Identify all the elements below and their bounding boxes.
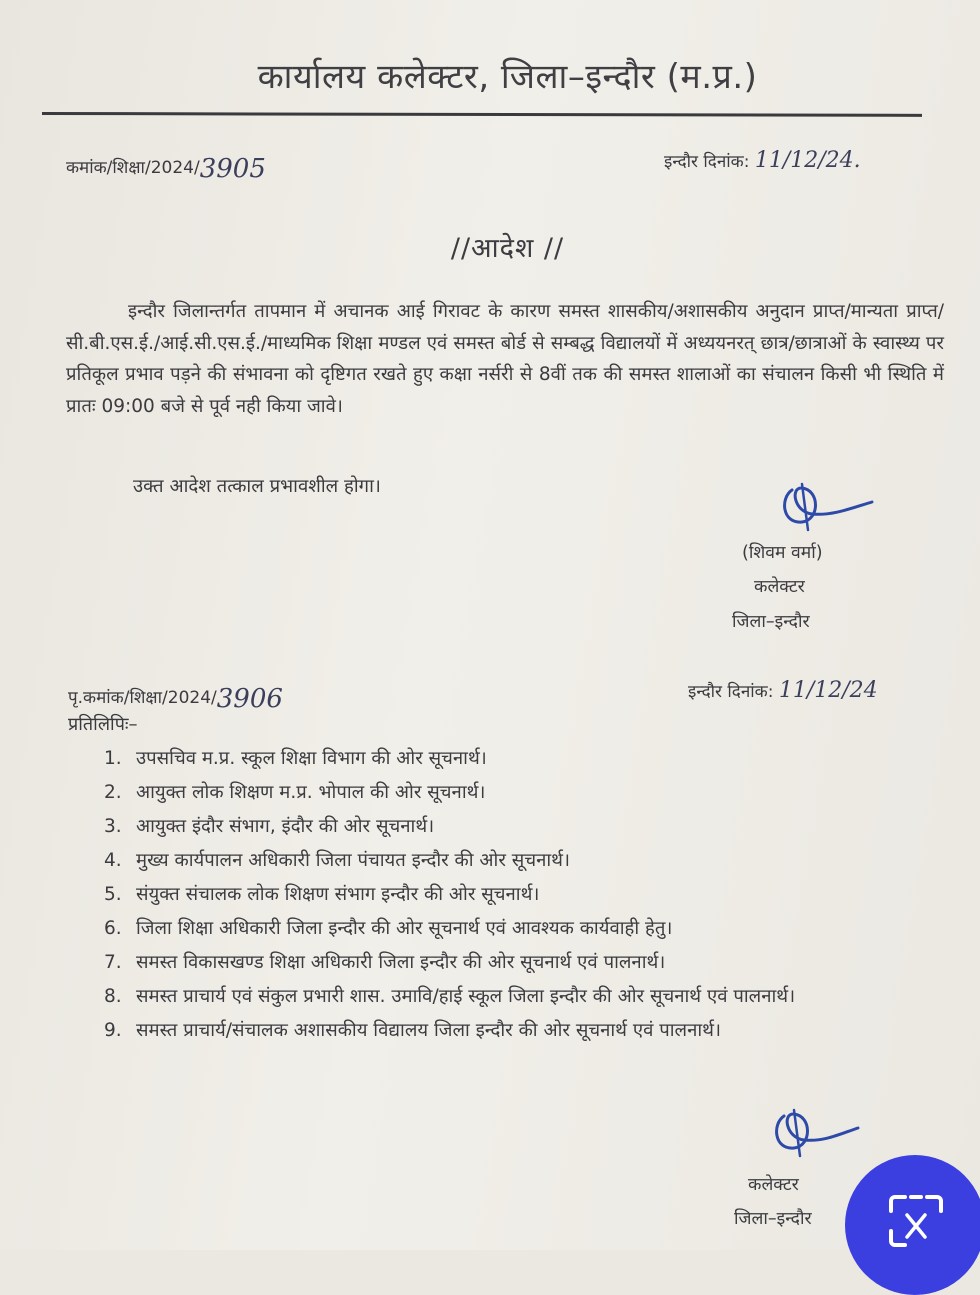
order-date bbox=[664, 148, 861, 173]
order-heading: //आदेश // bbox=[450, 233, 565, 264]
order-body: इन्दौर जिलान्तर्गत तापमान में अचानक आई गिरावट के कारण समस्त शासकीय/अशासकीय अनुदान प्राप्त/मान्यता प्राप्त/सी.बी.एस.ई./आई.सी.एस.ई./माध्यमिक शिक्षा मण्डल एवं समस्त बोर्ड से सम्बद्ध विद्यालयों में अध्ययनरत् छात्र/छात्राओं के स्वास्थ्य पर प्रतिकूल प्रभाव पड़ने की संभावना को दृष्टिगत रखते हुए कक्षा नर्सरी से 8वीं तक की समस्त शालाओं का संचालन किसी भी स्थिति में प्रातः 09:00 बजे से पूर्व नही किया जावे। bbox=[66, 301, 944, 417]
signatory-designation: कलेक्टर bbox=[754, 577, 805, 597]
list-item: 7. समस्त विकासखण्ड शिक्षा अधिकारी जिला इन्दौर की ओर सूचनार्थ एवं पालनार्थ। bbox=[104, 952, 666, 973]
copy-number bbox=[68, 680, 283, 714]
list-item: 6. जिला शिक्षा अधिकारी जिला इन्दौर की ओर सूचनार्थ एवं आवश्यक कार्यवाही हेतु। bbox=[104, 918, 673, 939]
list-item: 4. मुख्य कार्यपालन अधिकारी जिला पंचायत इन्दौर की ओर सूचनार्थ। bbox=[104, 850, 570, 871]
bottom-signatory-designation: कलेक्टर bbox=[748, 1175, 799, 1195]
office-title: कार्यालय कलेक्टर, जिला–इन्दौर (म.प्र.) bbox=[257, 57, 758, 97]
signature-mark bbox=[772, 472, 882, 542]
list-item: 8. समस्त प्राचार्य एवं संकुल प्रभारी शास. उमावि/हाई स्कूल जिला इन्दौर की ओर सूचनार्थ एवं पालनार्थ। bbox=[104, 986, 796, 1007]
copy-date-label: इन्दौर दिनांक: bbox=[688, 682, 774, 702]
order-number-handwritten: 3905 bbox=[199, 154, 266, 184]
list-item: 5. संयुक्त संचालक लोक शिक्षण संभाग इन्दौर की ओर सूचनार्थ। bbox=[104, 884, 540, 905]
order-effect-line: उक्त आदेश तत्काल प्रभावशील होगा। bbox=[133, 476, 381, 497]
signature-mark-bottom bbox=[766, 1100, 866, 1166]
copy-date-handwritten: 11/12/24 bbox=[778, 678, 878, 703]
order-number-prefix: कमांक/शिक्षा/2024/ bbox=[66, 158, 200, 178]
order-date-label: इन्दौर दिनांक: bbox=[664, 152, 750, 172]
copy-list bbox=[96, 742, 966, 1048]
list-item: 2. आयुक्त लोक शिक्षण म.प्र. भोपाल की ओर सूचनार्थ। bbox=[104, 782, 486, 803]
list-item: 1. उपसचिव म.प्र. स्कूल शिक्षा विभाग की ओर सूचनार्थ। bbox=[104, 748, 487, 769]
order-date-handwritten: 11/12/24. bbox=[754, 148, 861, 173]
signatory-district: जिला–इन्दौर bbox=[732, 612, 810, 632]
signatory-name: (शिवम वर्मा) bbox=[742, 543, 823, 563]
copy-number-handwritten: 3906 bbox=[216, 684, 283, 714]
copy-number-prefix: पृ.कमांक/शिक्षा/2024/ bbox=[68, 688, 217, 708]
list-item: 3. आयुक्त इंदौर संभाग, इंदौर की ओर सूचनार्थ। bbox=[104, 816, 435, 837]
copy-date bbox=[688, 678, 878, 703]
list-item: 9. समस्त प्राचार्य/संचालक अशासकीय विद्यालय जिला इन्दौर की ओर सूचनार्थ एवं पालनार्थ। bbox=[104, 1020, 721, 1041]
bottom-signatory-district: जिला–इन्दौर bbox=[734, 1209, 812, 1229]
order-number bbox=[66, 150, 266, 184]
scan-crop-icon[interactable] bbox=[885, 1193, 947, 1251]
copy-label: प्रतिलिपिः– bbox=[68, 714, 138, 735]
